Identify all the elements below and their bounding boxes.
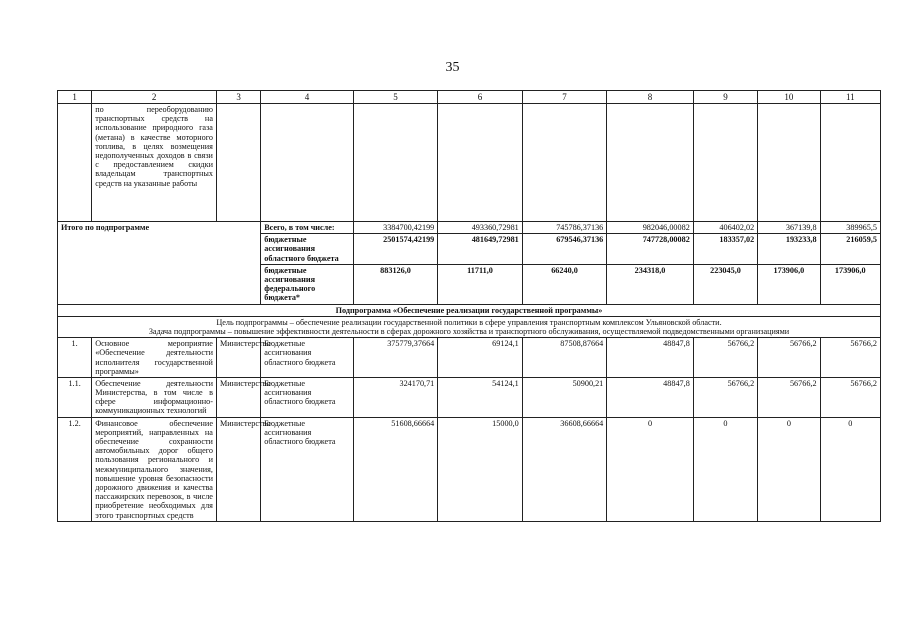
value-cell: 679546,37136 [522, 234, 607, 265]
col-header: 4 [261, 91, 354, 104]
value-cell: 56766,2 [693, 338, 757, 378]
value-cell: 56766,2 [820, 377, 880, 417]
item-source: Бюджетные ассигнования областного бюджета [261, 338, 354, 378]
value-cell: 173906,0 [820, 264, 880, 304]
value-cell: 0 [758, 417, 820, 521]
subprogram-title: Подпрограмма «Обеспечение реализации государственной программы» [58, 304, 881, 316]
table-row [58, 377, 881, 417]
col-header: 1 [58, 91, 92, 104]
col-header: 9 [693, 91, 757, 104]
item-number: 1. [58, 338, 92, 378]
value-cell: 3384700,42199 [353, 222, 438, 234]
value-cell: 481649,72981 [438, 234, 523, 265]
totals-desc: бюджетные ассигнования федерального бюджета* [261, 264, 354, 304]
value-cell: 883126,0 [353, 264, 438, 304]
value-cell: 183357,02 [693, 234, 757, 265]
value-cell: 15000,0 [438, 417, 523, 521]
totals-desc: Всего, в том числе: [261, 222, 354, 234]
col-header: 10 [758, 91, 820, 104]
item-name: Основное мероприятие «Обеспечение деятельности исполнителя государственной программы» [92, 338, 217, 378]
subprogram-goal-row [58, 316, 881, 337]
col-header: 11 [820, 91, 880, 104]
col-header: 2 [92, 91, 217, 104]
value-cell: 493360,72981 [438, 222, 523, 234]
value-cell: 367139,8 [758, 222, 820, 234]
value-cell: 324170,71 [353, 377, 438, 417]
value-cell: 69124,1 [438, 338, 523, 378]
value-cell: 747728,00082 [607, 234, 694, 265]
value-cell: 56766,2 [758, 338, 820, 378]
value-cell: 234318,0 [607, 264, 694, 304]
col-header: 5 [353, 91, 438, 104]
budget-table [57, 90, 881, 522]
table-row [58, 338, 881, 378]
value-cell: 389965,5 [820, 222, 880, 234]
value-cell: 2501574,42199 [353, 234, 438, 265]
activity-name-continued: по переоборудованию транспортных средств на использование природного газа (метана) в качестве моторного топлива, в целях возмещения недополученных доходов в связи с предоставлением скидки владельцам транспортных средств на указанные работы [92, 104, 217, 222]
value-cell: 11711,0 [438, 264, 523, 304]
value-cell: 56766,2 [693, 377, 757, 417]
subprogram-title-row [58, 304, 881, 316]
item-name: Финансовое обеспечение мероприятий, направленных на обеспечение сохранности автомобильных дорог общего пользования регионального и межмуниципального значения, повышение уровня безопасности дорожного движения и качества пассажирских перевозок, в числе приобретение необходимых для этого транспортных средств [92, 417, 217, 521]
subprogram-task: Задача подпрограммы – повышение эффективности деятельности в сферах дорожного хозяйства и транспортного обслуживания, осуществляемой подведомственными организациями [148, 326, 790, 336]
value-cell: 48847,8 [607, 377, 694, 417]
col-header: 6 [438, 91, 523, 104]
value-cell: 0 [607, 417, 694, 521]
value-cell: 406402,02 [693, 222, 757, 234]
value-cell: 36608,66664 [522, 417, 607, 521]
value-cell: 375779,37664 [353, 338, 438, 378]
item-name: Обеспечение деятельности Министерства, в том числе в сфере информационно-коммуникационных технологий [92, 377, 217, 417]
item-executor: Министерство [216, 338, 260, 378]
table-row [58, 417, 881, 521]
value-cell: 56766,2 [758, 377, 820, 417]
subprogram-goal: Цель подпрограммы – обеспечение реализации государственной политики в сфере управления транспортным комплексом Ульяновской области. [216, 317, 722, 327]
value-cell: 0 [693, 417, 757, 521]
item-number: 1.1. [58, 377, 92, 417]
col-header: 3 [216, 91, 260, 104]
value-cell: 50900,21 [522, 377, 607, 417]
col-header: 8 [607, 91, 694, 104]
page-number: 35 [445, 60, 460, 75]
item-source: Бюджетные ассигнования областного бюджета [261, 417, 354, 521]
item-source: Бюджетные ассигнования областного бюджета [261, 377, 354, 417]
value-cell: 87508,87664 [522, 338, 607, 378]
value-cell: 193233,8 [758, 234, 820, 265]
value-cell: 0 [820, 417, 880, 521]
table-row [58, 222, 881, 234]
value-cell: 56766,2 [820, 338, 880, 378]
value-cell: 982046,00082 [607, 222, 694, 234]
value-cell: 173906,0 [758, 264, 820, 304]
value-cell: 216059,5 [820, 234, 880, 265]
value-cell: 54124,1 [438, 377, 523, 417]
value-cell: 51608,66664 [353, 417, 438, 521]
value-cell: 66240,0 [522, 264, 607, 304]
totals-label: Итого по подпрограмме [58, 222, 261, 305]
totals-desc: бюджетные ассигнования областного бюджета [261, 234, 354, 265]
item-executor: Министерство [216, 417, 260, 521]
column-header-row [58, 91, 881, 104]
value-cell: 745786,37136 [522, 222, 607, 234]
item-number: 1.2. [58, 417, 92, 521]
item-executor: Министерство [216, 377, 260, 417]
value-cell: 48847,8 [607, 338, 694, 378]
table-row [58, 104, 881, 222]
col-header: 7 [522, 91, 607, 104]
value-cell: 223045,0 [693, 264, 757, 304]
